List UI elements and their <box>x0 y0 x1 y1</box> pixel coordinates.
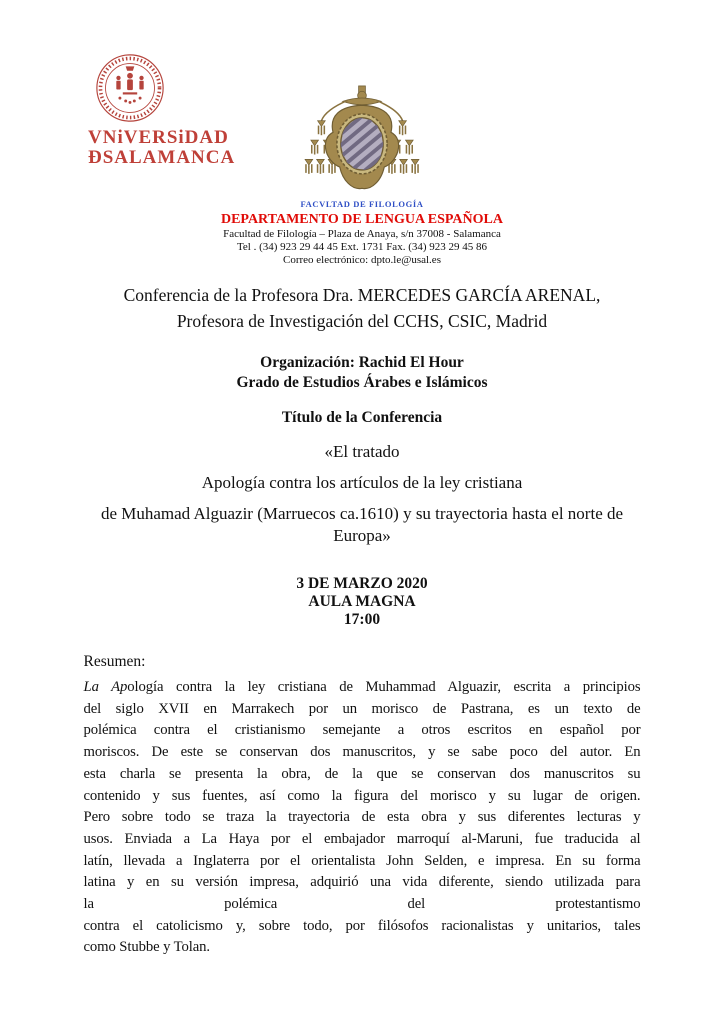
abstract-line-text: ología contra la ley cristiana de Muhammad Alguazir, escrita a principios <box>127 679 641 695</box>
abstract-line: polémica contra el cristianismo semejante a otros escritos en español por <box>83 722 641 739</box>
abstract-line: contenido y sus fuentes, así como la figura del morisco y su lugar de origen. <box>83 787 641 804</box>
abstract-line: del siglo XVII en Marrakech por un morisco de Pastrana, es un texto de <box>83 700 641 717</box>
department-email: Correo electrónico: dpto.le@usal.es <box>283 254 441 266</box>
abstract-line <box>84 677 641 699</box>
letterhead <box>0 0 724 270</box>
conference-title <box>84 441 641 547</box>
abstract-line: esta charla se presenta la obra, de la que se conservan dos manuscritos su <box>83 765 641 782</box>
conference-title-line: Apología contra los artículos de la ley cristiana <box>201 473 523 492</box>
department-address: Facultad de Filología – Plaza de Anaya, s/n 37008 - Salamanca <box>223 228 501 240</box>
conference-title-line: «El tratado <box>324 442 400 461</box>
department-name: DEPARTAMENTO DE LENGUA ESPAÑOLA <box>220 212 503 227</box>
event-details <box>84 575 641 629</box>
abstract-line: la polémica del protestantismo <box>83 896 641 913</box>
organizer-line: Organización: Rachid El Hour <box>260 354 464 371</box>
abstract-line: latín, llevada a Inglaterra por el orientalista John Selden, e impresa. En su forma <box>83 852 641 869</box>
abstract-line: contra el catolicismo y, sobre todo, por filósofos racionalistas y unitarios, tales <box>83 917 641 934</box>
department-phone: Tel . (34) 923 29 44 45 Ext. 1731 Fax. (34) 923 29 45 86 <box>236 241 488 253</box>
event-date: 3 DE MARZO 2020 <box>296 575 428 592</box>
abstract-line: latina y en su versión impresa, adquirió una vida diferente, siendo utilizada para <box>83 874 641 891</box>
faculty-caption: FACVLTAD DE FILOLOGÍA <box>300 199 424 209</box>
abstract-line: moriscos. De este se conservan dos manuscritos, y se sabe poco del autor. En <box>83 744 641 761</box>
announcement-body <box>84 282 641 959</box>
speaker-line: Conferencia de la Profesora Dra. MERCEDES GARCÍA ARENAL, <box>123 285 601 305</box>
abstract-line: como Stubbe y Tolan. <box>83 939 210 956</box>
abstract-paragraph <box>84 677 641 959</box>
conference-title-line: de Muhamad Alguazir (Marruecos ca.1610) y su trayectoria hasta el norte de Europa» <box>100 504 624 545</box>
university-wordmark-line2: ÐSALAMANCA <box>88 147 236 168</box>
organizer-block <box>84 353 641 393</box>
conference-title-heading: Título de la Conferencia <box>281 409 443 426</box>
faculty-header <box>82 84 642 267</box>
speaker-line: Profesora de Investigación del CCHS, CSIC, Madrid <box>176 311 548 331</box>
abstract-label: Resumen: <box>83 653 146 670</box>
speaker-heading <box>84 282 641 334</box>
organizer-line: Grado de Estudios Árabes e Islámicos <box>236 374 488 391</box>
abstract-line: usos. Enviada a La Haya por el embajador marroquí al-Maruni, fue traducida al <box>83 830 641 847</box>
university-wordmark-line1: VNiVERSiDAD <box>88 127 229 148</box>
event-venue: AULA MAGNA <box>308 593 416 610</box>
abstract-italic-lead: La Ap <box>83 679 128 695</box>
event-time: 17:00 <box>343 611 381 628</box>
faculty-crest-icon <box>299 84 425 198</box>
abstract-line: Pero sobre todo se traza la trayectoria de esta obra y sus diferentes lecturas y <box>83 809 641 826</box>
